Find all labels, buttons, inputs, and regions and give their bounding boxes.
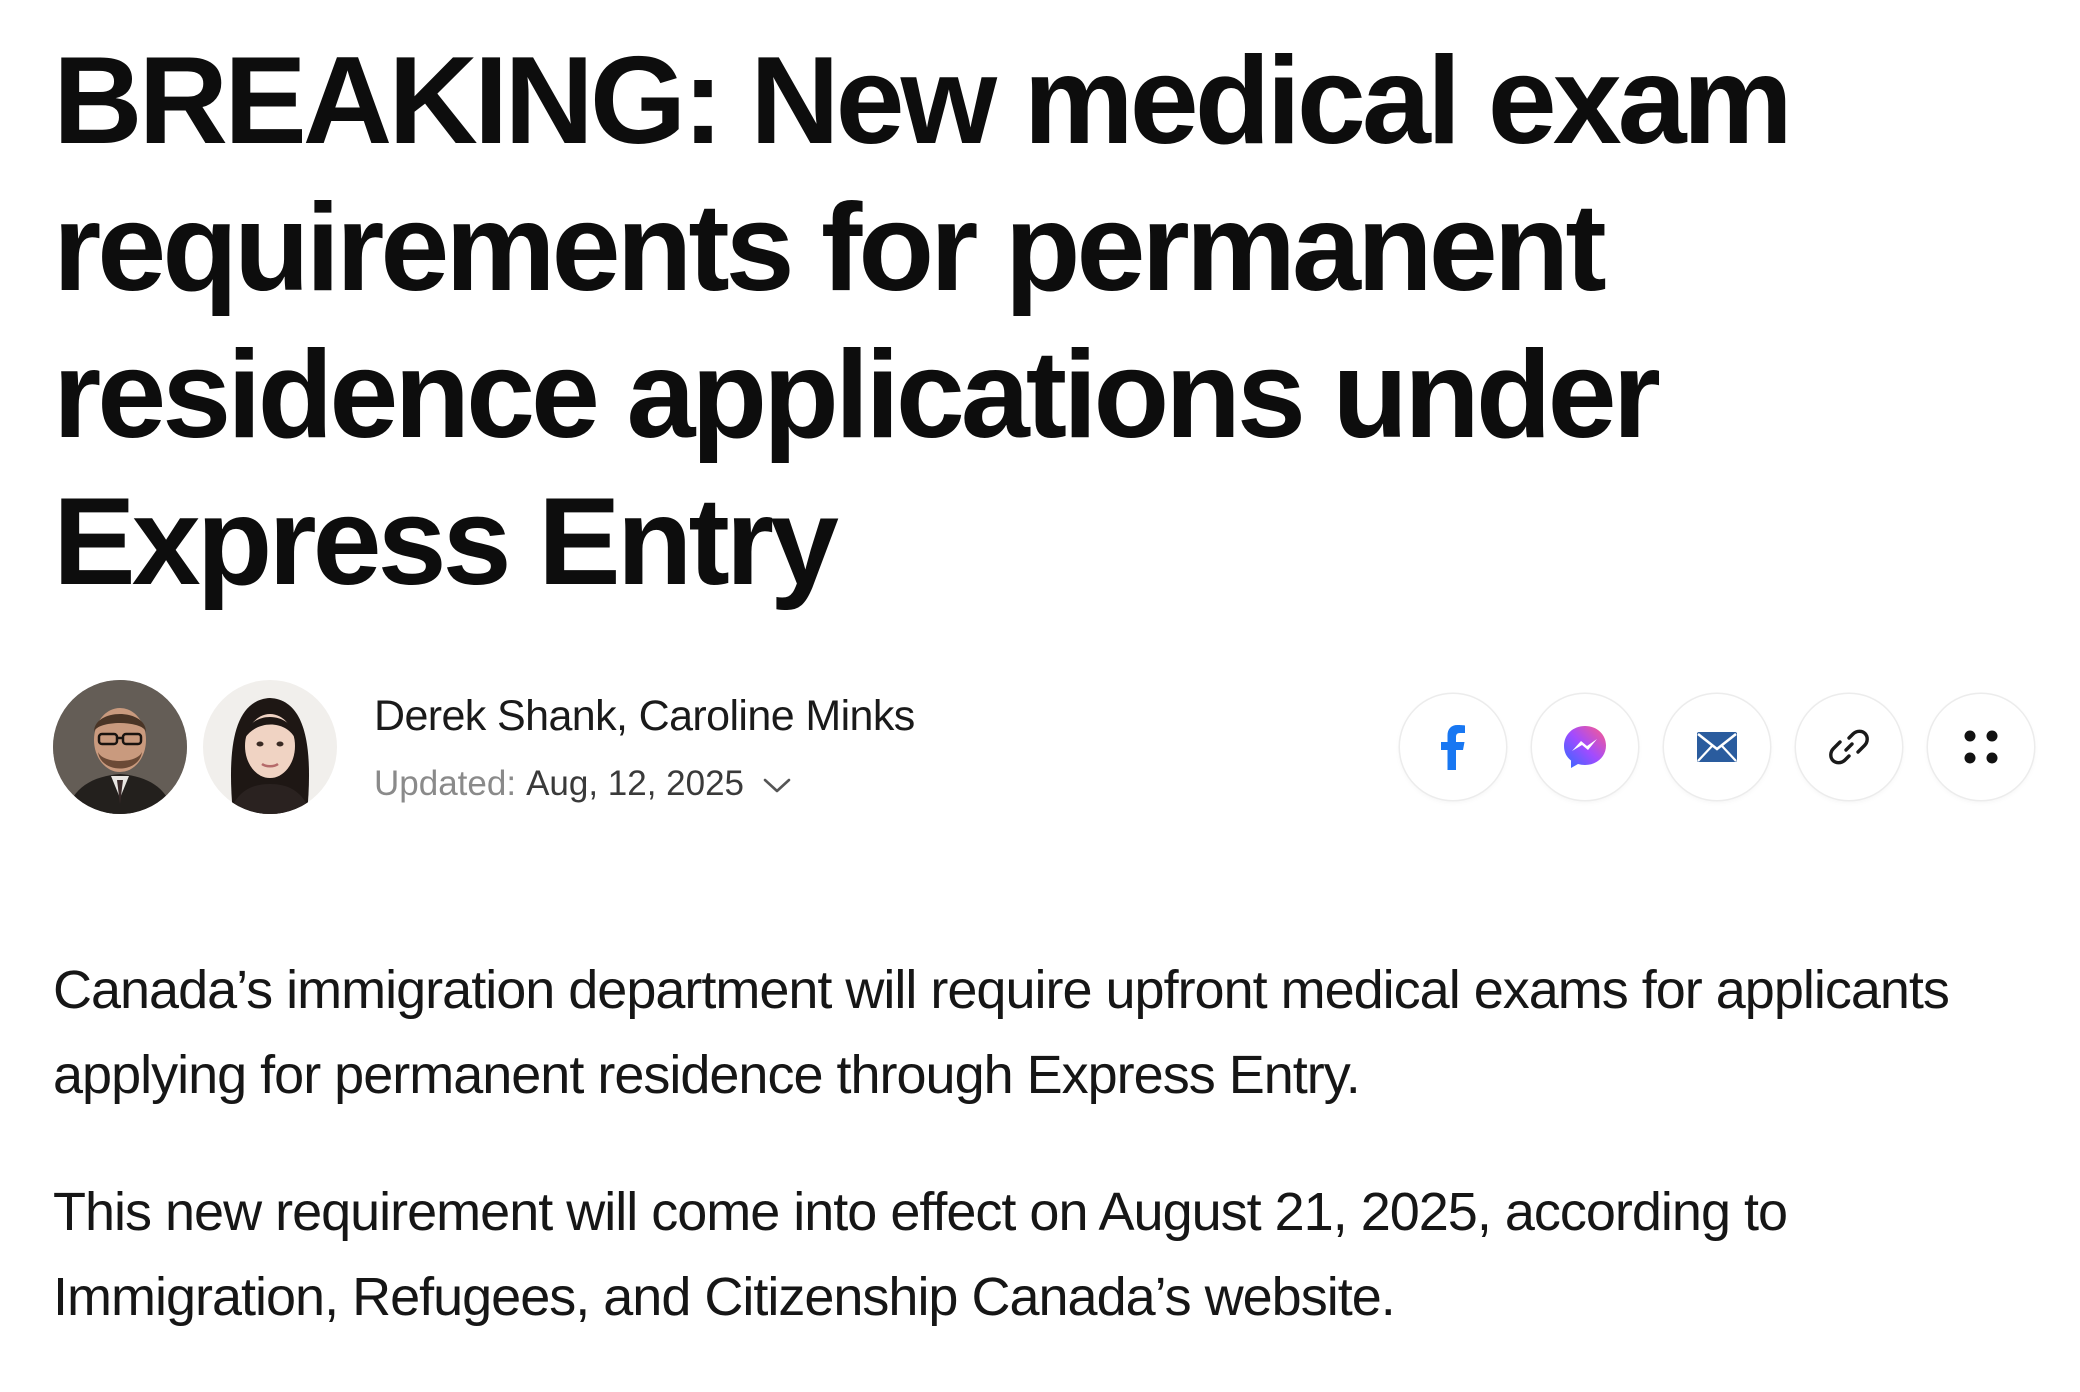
copy-link-button[interactable] [1796,694,1902,800]
article-body [53,948,2013,1392]
facebook-icon [1433,724,1473,770]
article-paragraph: This new requirement will come into effect on August 21, 2025, according to Immigration, Refugees, and Citizenship Canada’s website. [53,1182,1788,1327]
email-icon [1695,730,1739,764]
messenger-icon [1562,724,1608,770]
share-facebook-button[interactable] [1400,694,1506,800]
more-options-icon [1962,728,2000,766]
avatar-derek-shank[interactable] [53,680,187,814]
avatar-caroline-minks[interactable] [203,680,337,814]
article-paragraph: Canada’s immigration department will require upfront medical exams for applicants applying for permanent residence through Express Entry. [53,960,1949,1105]
updated-date[interactable] [374,762,792,806]
author-names[interactable]: Derek Shank, Caroline Minks [374,692,915,740]
share-email-button[interactable] [1664,694,1770,800]
article-headline: BREAKING: New medical exam requirements for permanent residence applications under Express Entry [53,32,1789,611]
link-icon [1827,725,1871,769]
updated-date-value: Aug, 12, 2025 [526,764,745,803]
share-messenger-button[interactable] [1532,694,1638,800]
updated-label: Updated: [374,764,517,803]
more-options-button[interactable] [1928,694,2034,800]
chevron-down-icon[interactable] [762,762,792,806]
byline [53,680,2043,820]
